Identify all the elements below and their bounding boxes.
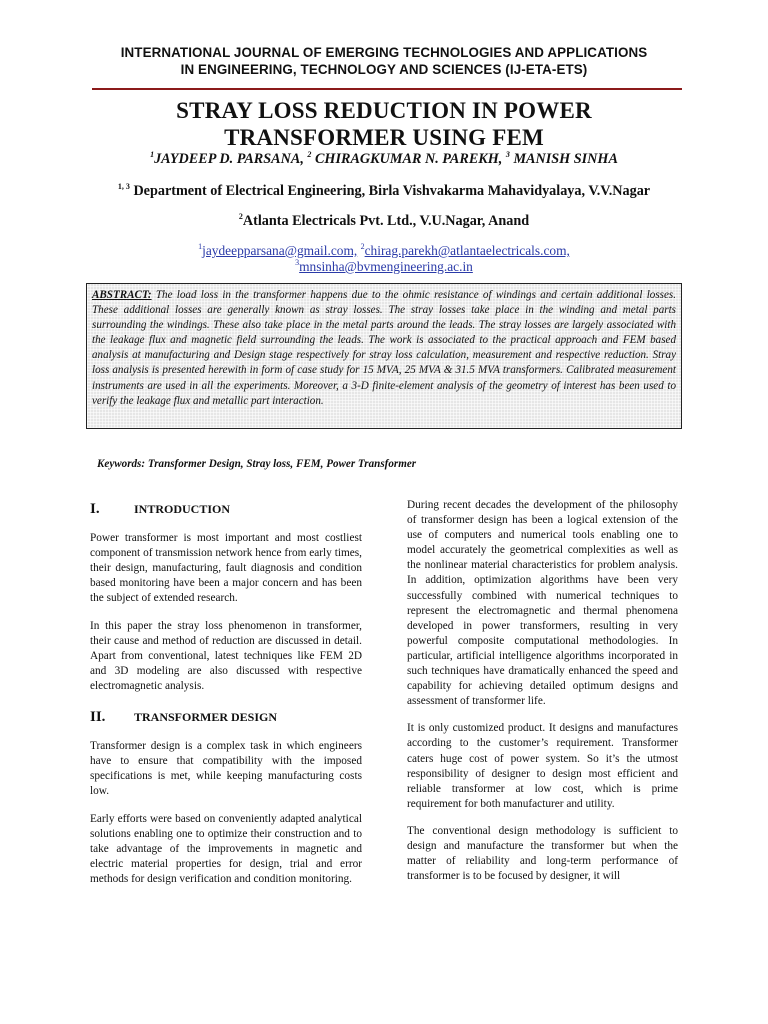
journal-header	[60, 44, 708, 78]
email-1-marker: 1	[198, 242, 203, 251]
section-heading-transformer-design	[90, 710, 362, 725]
abstract-label: ABSTRACT:	[92, 289, 152, 301]
author-2: CHIRAGKUMAR N. PAREKH,	[311, 151, 506, 167]
section-number: II.	[90, 709, 106, 726]
paragraph: Power transformer is most important and most costliest component of transmission network hence from early times, their design, manufacturing, fault diagnosis and condition based monitoring have been a major concern and has been the subject of extended research.	[90, 532, 362, 605]
paragraph: In this paper the stray loss phenomenon in transformer, their cause and method of reduction are discussed in detail. Apart from conventional, latest techniques like FEM 2D and 3D modeling are also discussed with respective electromagnetic analysis.	[90, 619, 362, 692]
paragraph: Early efforts were based on conveniently adapted analytical solutions enabling one to optimize their construction and to take advantage of the improvements in magnetic and electric material properties for design, trial and error methods for design verification and condition monitoring.	[90, 812, 362, 885]
paragraph: It is only customized product. It designs and manufactures according to the customer’s requirement. Transformer caters huge cost of power system. So it’s the utmost responsibility of designer to design most efficient and reliable transformer at low cost, which is prime requirement for both manufacturer and utility.	[407, 722, 678, 810]
email-3-marker: 3	[295, 258, 300, 267]
paragraph: The conventional design methodology is sufficient to design and manufacture the transformer but when the matter of reliability and long-term performance of transformer is to be focused by designer, it will	[407, 824, 678, 883]
section-title: INTRODUCTION	[134, 502, 231, 516]
author-3-marker: 3	[505, 150, 510, 159]
affiliation-2-text: Atlanta Electricals Pvt. Ltd., V.U.Nagar, Anand	[242, 213, 530, 229]
author-emails	[60, 243, 708, 275]
email-2-marker: 2	[360, 242, 365, 251]
paper-title-line-2: TRANSFORMER USING FEM	[224, 125, 544, 150]
section-heading-introduction	[90, 502, 362, 517]
affiliation-1-marker: 1, 3	[117, 182, 130, 191]
journal-title-line-1: INTERNATIONAL JOURNAL OF EMERGING TECHNOLOGIES AND APPLICATIONS	[120, 45, 648, 60]
right-column	[407, 498, 678, 896]
abstract-text: The load loss in the transformer happens due to the ohmic resistance of windings and certain additional losses. These additional losses are generally known as stray losses. The stray losses take place in the winding and metal parts surrounding the windings. These also take place in the metal parts around the leads. The stray losses are largely associated with the leakage flux and magnetic field surrounding the leads. The work is associated to the practical approach and FEM based analysis at manufacturing and Design stage respectively for stray loss calculation, measurement and respective reduction. Stray loss analysis is presented herewith in form of case study for 15 MVA, 25 MVA & 31.5 MVA transformers. Calibrated measurement instruments are used in all the experiments. Moreover, a 3-D finite-element analysis of the geometry of interest has been used to verify the leakage flux and metallic part interaction.	[92, 289, 676, 407]
journal-title-line-2: IN ENGINEERING, TECHNOLOGY AND SCIENCES (IJ-ETA-ETS)	[180, 62, 588, 77]
paragraph: During recent decades the development of the philosophy of transformer design has been a logical extension of the use of computers and numerical tools enabling one to model accurately the geometrical complexities as well as the nonlinear material characteristics for problem analysis. In addition, optimization algorithms have been very successfully combined with numerical techniques to represent the electromagnetic and thermal phenomena developed in power transformers, resulting in very powerful composite computational methodologies. In particular, artificial intelligence algorithms incorporated in such techniques have dramatically enhanced the speed and capability for achieving detailed optimum designs and assessment of transformer life.	[407, 499, 678, 708]
paragraph: Transformer design is a complex task in which engineers have to ensure that compatibility with the imposed specifications is met, while keeping manufacturing costs low.	[90, 740, 362, 798]
affiliation-2-marker: 2	[238, 212, 243, 221]
author-list	[60, 151, 708, 168]
header-divider	[92, 88, 682, 90]
abstract-box	[86, 283, 682, 429]
author-1: JAYDEEP D. PARSANA,	[154, 151, 308, 167]
affiliation-1	[60, 183, 708, 200]
author-1-marker: 1	[150, 150, 155, 159]
section-title: TRANSFORMER DESIGN	[134, 710, 278, 725]
affiliation-2	[60, 213, 708, 230]
paper-title-line-1: STRAY LOSS REDUCTION IN POWER	[176, 98, 592, 123]
email-link-1[interactable]: jaydeepparsana@gmail.com,	[202, 243, 358, 258]
left-column	[90, 498, 362, 899]
section-number: I.	[90, 501, 100, 517]
paper-title	[60, 97, 708, 151]
author-3: MANISH SINHA	[509, 151, 618, 167]
affiliation-1-text: Department of Electrical Engineering, Birla Vishvakarma Mahavidyalaya, V.V.Nagar	[129, 183, 651, 199]
email-link-2[interactable]: chirag.parekh@atlantaelectricals.com,	[364, 243, 570, 258]
email-link-3[interactable]: mnsinha@bvmengineering.ac.in	[299, 259, 473, 274]
keywords: Keywords: Transformer Design, Stray loss, FEM, Power Transformer	[97, 458, 417, 470]
author-2-marker: 2	[307, 150, 312, 159]
